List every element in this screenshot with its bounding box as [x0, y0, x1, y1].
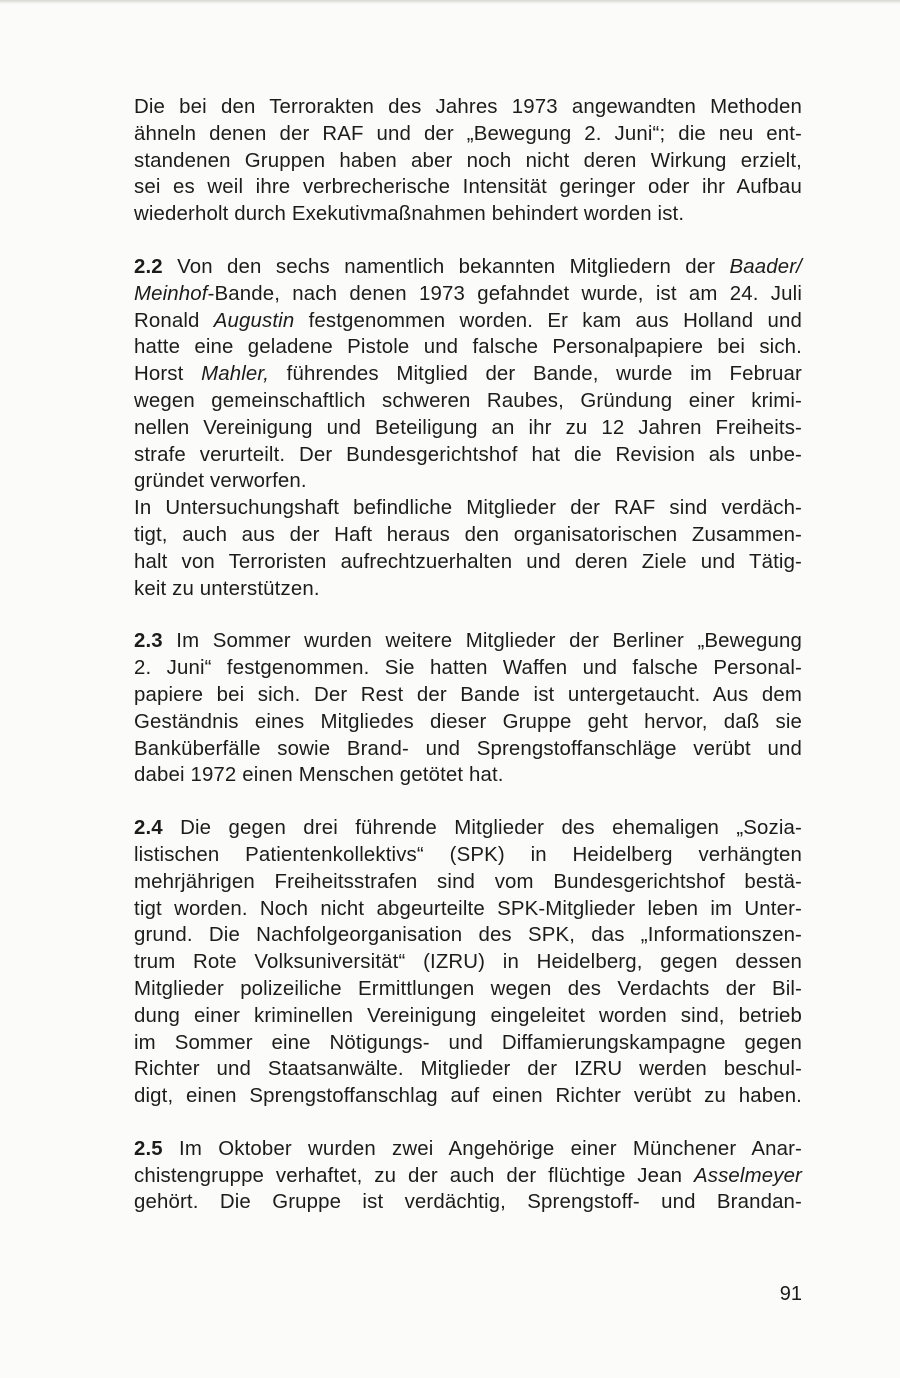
page-top-edge: [0, 0, 900, 4]
text-run: Die gegen drei führende Mitglieder des ehemaligen „Sozia-: [162, 817, 802, 840]
paragraph-intro: [134, 94, 802, 228]
name-italic: Meinhof: [134, 282, 208, 305]
section-2-3: [134, 628, 802, 789]
text-line: [134, 1163, 802, 1190]
text-run: führendes Mitglied der Bande, wurde im Februar: [269, 363, 802, 386]
text-line: [134, 815, 802, 842]
text-line: 2. Juni“ festgenommen. Sie hatten Waffen und falsche Personal-: [134, 657, 802, 680]
text-line: digt, einen Sprengstoffanschlag auf einen Richter verübt zu haben.: [134, 1085, 802, 1108]
text-line: gehört. Die Gruppe ist verdächtig, Sprengstoff- und Brandan-: [134, 1191, 802, 1214]
text-line: papiere bei sich. Der Rest der Bande ist untergetaucht. Aus dem: [134, 683, 802, 706]
text-run: -Bande, nach denen 1973 gefahndet wurde, ist am 24. Juli: [207, 282, 802, 305]
section-2-4: [134, 815, 802, 1110]
text-line: [134, 254, 802, 281]
section-2-5: [134, 1136, 802, 1216]
text-line: Banküberfälle sowie Brand- und Sprengstoffanschläge verübt und: [134, 737, 802, 760]
text-line: wegen gemeinschaftlich schweren Raubes, Gründung einer krimi-: [134, 389, 802, 412]
text-line: nellen Vereinigung und Beteiligung an ihr zu 12 Jahren Freiheits-: [134, 416, 802, 439]
text-run: Im Oktober wurden zwei Angehörige einer Münchener Anar-: [162, 1137, 802, 1160]
text-line: gründet verworfen.: [134, 470, 307, 493]
text-line: im Sommer eine Nötigungs- und Diffamierungskampagne gegen: [134, 1031, 802, 1054]
text-line: standenen Gruppen haben aber noch nicht deren Wirkung erzielt,: [134, 149, 802, 172]
text-line: wiederholt durch Exekutivmaßnahmen behindert worden ist.: [134, 203, 685, 226]
text-line: Die bei den Terrorakten des Jahres 1973 angewandten Methoden: [134, 96, 802, 118]
name-italic: Augustin: [213, 309, 295, 332]
section-number: 2.3: [134, 630, 163, 653]
text-run: Ronald: [134, 309, 214, 332]
text-run: festgenommen worden. Er kam aus Holland und: [294, 309, 802, 332]
section-number: 2.2: [134, 255, 163, 278]
text-run: Von den sechs namentlich bekannten Mitgliedern der: [162, 255, 730, 278]
text-run: Horst: [134, 363, 202, 386]
text-line: [134, 281, 802, 308]
section-number: 2.5: [134, 1137, 163, 1160]
text-line: listischen Patientenkollektivs“ (SPK) in Heidelberg verhängten: [134, 843, 802, 866]
text-line: ähneln denen der RAF und der „Bewegung 2. Juni“; die neu ent-: [134, 122, 802, 145]
text-line: keit zu unterstützen.: [134, 577, 320, 600]
text-run: Im Sommer wurden weitere Mitglieder der Berliner „Bewegung: [162, 630, 802, 653]
text-line: In Untersuchungshaft befindliche Mitglieder der RAF sind verdäch-: [134, 497, 802, 520]
text-run: chistengruppe verhaftet, zu der auch der flüchtige Jean: [134, 1164, 694, 1187]
text-line: dabei 1972 einen Menschen getötet hat.: [134, 764, 504, 787]
text-line: mehrjährigen Freiheitsstrafen sind vom Bundesgerichtshof bestä-: [134, 870, 802, 893]
text-line: [134, 628, 802, 655]
text-line: sei es weil ihre verbrecherische Intensität geringer oder ihr Aufbau: [134, 176, 802, 199]
body-text: [134, 94, 802, 1216]
text-line: [134, 308, 802, 335]
name-italic: Asselmeyer: [693, 1164, 802, 1187]
text-line: [134, 1136, 802, 1163]
section-number: 2.4: [134, 817, 163, 840]
page-number: 91: [779, 1283, 802, 1305]
text-line: Richter und Staatsanwälte. Mitglieder der IZRU werden beschul-: [134, 1058, 802, 1081]
name-italic: Mahler,: [201, 363, 270, 386]
text-line: strafe verurteilt. Der Bundesgerichtshof hat die Revision als unbe-: [134, 443, 802, 466]
section-2-2: [134, 254, 802, 602]
name-italic: Baader/: [729, 255, 802, 278]
text-line: Geständnis eines Mitgliedes dieser Gruppe geht hervor, daß sie: [134, 710, 802, 733]
text-line: hatte eine geladene Pistole und falsche Personalpapiere bei sich.: [134, 336, 802, 359]
text-line: halt von Terroristen aufrechtzuerhalten und deren Ziele und Tätig-: [134, 550, 802, 573]
text-line: [134, 361, 802, 388]
text-line: tigt, auch aus der Haft heraus den organisatorischen Zusammen-: [134, 523, 802, 546]
text-line: grund. Die Nachfolgeorganisation des SPK, das „Informationszen-: [134, 924, 802, 947]
text-line: dung einer kriminellen Vereinigung eingeleitet worden sind, betrieb: [134, 1004, 802, 1027]
text-line: trum Rote Volksuniversität“ (IZRU) in Heidelberg, gegen dessen: [134, 951, 802, 974]
text-line: Mitglieder polizeiliche Ermittlungen wegen des Verdachts der Bil-: [134, 977, 802, 1000]
text-line: tigt worden. Noch nicht abgeurteilte SPK-Mitglieder leben im Unter-: [134, 897, 802, 920]
